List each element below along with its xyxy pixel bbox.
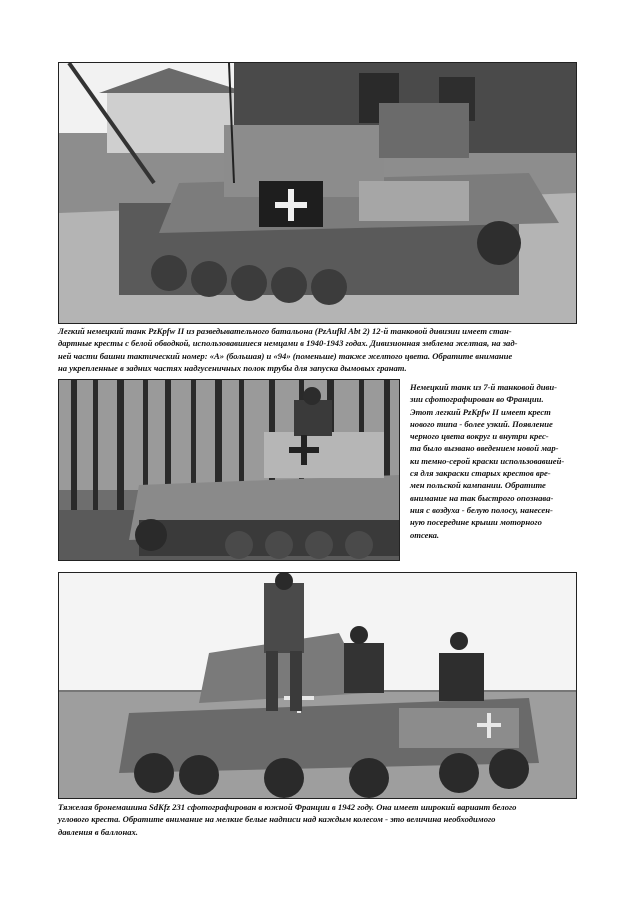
caption-line: нового типа - более узкий. Появление: [410, 418, 553, 429]
photo-tank-village: [58, 62, 577, 324]
caption-line: Легкий немецкий танк PzKpfw II из разведывательного батальона (PzAufkl Abt 2) 12-й танковой дивизии имеет стан-: [58, 326, 512, 336]
caption-line: отсека.: [410, 529, 440, 540]
caption-line: ней части башни тактический номер: «A» (большая) и «94» (поменьше) также желтого цвета. Обратите внимание: [58, 350, 513, 361]
caption-line: мен польской кампании. Обратите: [410, 480, 546, 491]
caption-line: Тяжелая бронемашина SdKfz 231 сфотографирован в южной Франции в 1942 году. Она имеет широкий вариант белого: [58, 802, 517, 812]
photo-armored-car-image: [59, 573, 576, 798]
caption-side: [410, 381, 576, 541]
photo-armored-car: [58, 572, 577, 799]
caption-line: черного цвета вокруг и внутри крес-: [410, 431, 549, 442]
caption-line: внимание на так быстрого опознава-: [410, 492, 554, 503]
caption-line: давления в баллонах.: [58, 826, 138, 837]
caption-line: ки темно-серой краски использовавшей-: [410, 455, 565, 466]
photo-tank-village-image: [59, 63, 576, 323]
caption-line: Этот легкий PzKpfw II имеет крест: [410, 406, 551, 417]
caption-line: Немецкий танк из 7-й танковой диви-: [410, 382, 558, 392]
photo-tank-forest: [58, 379, 400, 561]
caption-line: та было вызвано введением новой мар-: [410, 443, 559, 454]
caption-line: ся для закраски старых крестов вре-: [410, 468, 551, 479]
caption-line: углового креста. Обратите внимание на мелкие белые надписи над каждым колесом - это величина необходимого: [58, 814, 496, 825]
caption-line: на укрепленные в задних частях надгусеничных полок трубы для запуска дымовых гранат.: [58, 362, 407, 373]
caption-top: [58, 325, 575, 374]
caption-line: зии сфотографирован во Франции.: [410, 394, 544, 405]
caption-bottom: [58, 801, 575, 838]
caption-line: ния с воздуха - белую полосу, нанесен-: [410, 504, 553, 515]
caption-line: дартные кресты с белой обводкой, использовавшиеся немцами в 1940-1943 годах. Дивизионная эмблема желтая, на зад-: [58, 338, 518, 349]
caption-line: ную посередине крыши моторного: [410, 517, 542, 528]
photo-tank-forest-image: [59, 380, 399, 560]
